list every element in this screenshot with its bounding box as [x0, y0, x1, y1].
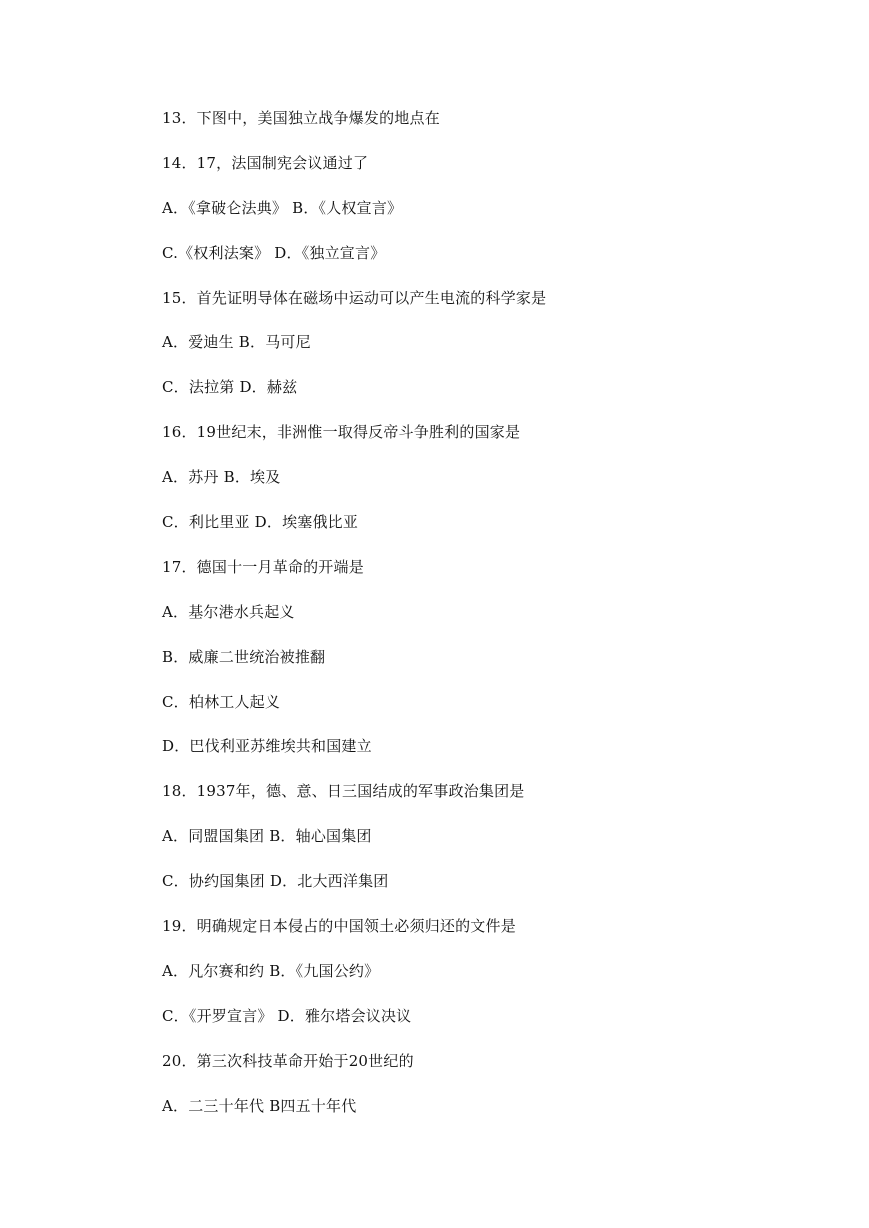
question-16: 16．19世纪末，非洲惟一取得反帝斗争胜利的国家是: [162, 423, 521, 442]
question-19: 19．明确规定日本侵占的中国领土必须归还的文件是: [162, 917, 516, 936]
question-18: 18．1937年，德、意、日三国结成的军事政治集团是: [162, 782, 525, 801]
question-19-options-ab: A．凡尔赛和约 B．《九国公约》: [162, 961, 380, 980]
question-15: 15．首先证明导体在磁场中运动可以产生电流的科学家是: [162, 288, 547, 307]
question-15-options-cd: C．法拉第 D．赫兹: [162, 378, 298, 397]
question-17-option-a: A．基尔港水兵起义: [162, 602, 295, 621]
question-17-option-d: D．巴伐利亚苏维埃共和国建立: [162, 737, 372, 756]
question-17-option-c: C．柏林工人起义: [162, 692, 281, 711]
question-15-options-ab: A．爱迪生 B．马可尼: [162, 333, 311, 352]
question-16-options-cd: C．利比里亚 D．埃塞俄比亚: [162, 513, 359, 532]
question-text-block: [162, 107, 822, 1139]
question-18-options-cd: C．协约国集团 D．北大西洋集团: [162, 872, 389, 891]
question-20: 20．第三次科技革命开始于20世纪的: [162, 1051, 414, 1070]
question-18-options-ab: A．同盟国集团 B．轴心国集团: [162, 827, 372, 846]
question-14-options-cd: C.《权利法案》 D．《独立宣言》: [162, 243, 386, 262]
question-17: 17．德国十一月革命的开端是: [162, 557, 364, 576]
question-13: 13．下图中，美国独立战争爆发的地点在: [162, 109, 440, 127]
question-19-options-cd: C．《开罗宣言》 D．雅尔塔会议决议: [162, 1006, 412, 1025]
question-17-option-b: B．威廉二世统治被推翻: [162, 647, 326, 666]
question-14: 14．17，法国制宪会议通过了: [162, 153, 369, 172]
question-14-options-ab: A．《拿破仑法典》 B．《人权宣言》: [162, 198, 403, 217]
question-20-options-ab: A．二三十年代 B四五十年代: [162, 1096, 357, 1115]
question-16-options-ab: A．苏丹 B．埃及: [162, 468, 281, 487]
